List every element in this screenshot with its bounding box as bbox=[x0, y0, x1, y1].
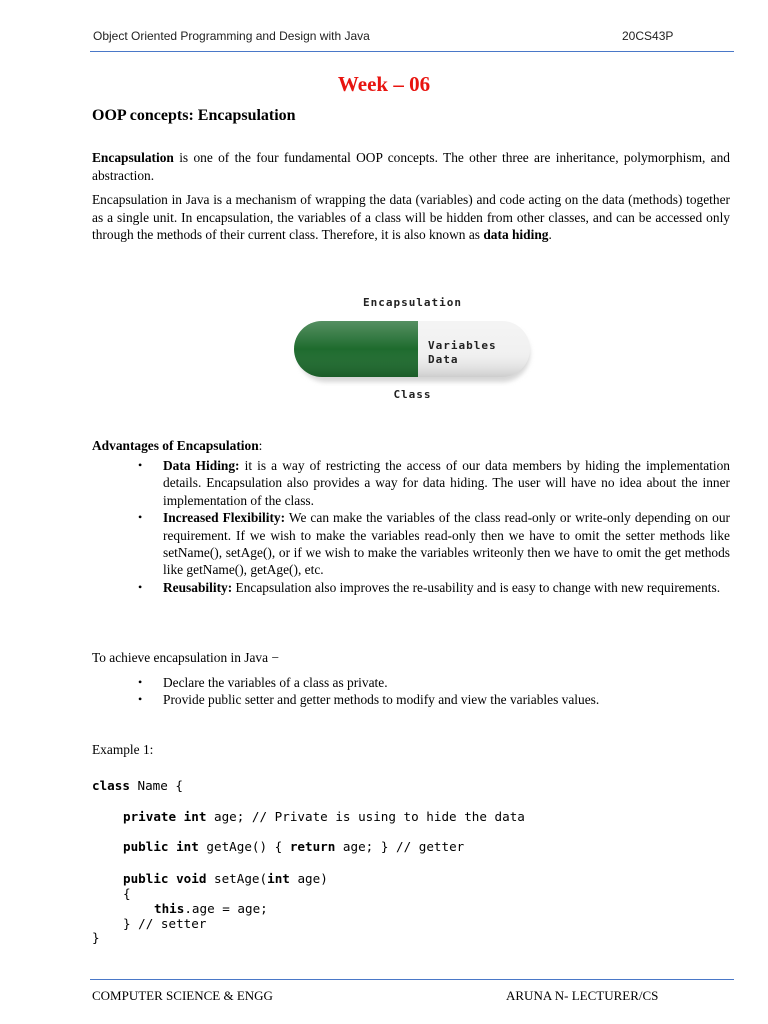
section-heading: OOP concepts: Encapsulation bbox=[92, 107, 296, 124]
code-line-7: } // setter bbox=[123, 916, 207, 931]
code-line-8: } bbox=[92, 930, 100, 945]
capsule-pill bbox=[290, 316, 535, 386]
advantage-text: We can make the variables of the class read-only or write-only depending on our requirement. If we wish to make the variables read-only then we have to omit the setter methods like setName(), setAge(), or if we wish to make the variables writeonly then we have to omit the get methods like getName(), getAge(), etc. bbox=[163, 510, 730, 578]
list-item bbox=[92, 674, 730, 691]
code-space bbox=[169, 871, 177, 886]
code-text: age; // Private is using to hide the data bbox=[206, 809, 525, 824]
code-line-6 bbox=[154, 901, 268, 916]
advantage-term: Data Hiding: bbox=[163, 458, 240, 473]
encapsulation-figure bbox=[290, 292, 535, 404]
intro-paragraph-2 bbox=[92, 191, 730, 244]
achieve-text: Provide public setter and getter methods to modify and view the variables values. bbox=[163, 692, 600, 708]
week-title: Week – 06 bbox=[337, 72, 431, 96]
list-item bbox=[92, 691, 730, 708]
advantages-heading bbox=[92, 437, 730, 455]
achieve-list bbox=[92, 674, 730, 709]
code-keyword: int bbox=[267, 871, 290, 886]
code-keyword: void bbox=[176, 871, 207, 886]
code-text: getAge() { bbox=[198, 839, 290, 854]
intro-term: Encapsulation bbox=[92, 150, 174, 165]
footer-rule bbox=[90, 979, 734, 980]
code-text: Name { bbox=[129, 778, 183, 793]
figure-label-data: Data bbox=[428, 353, 459, 366]
code-keyword: public bbox=[123, 871, 169, 886]
code-line-3 bbox=[123, 839, 464, 854]
code-keyword: int bbox=[183, 809, 207, 824]
code-line-2 bbox=[123, 809, 525, 824]
footer-author: ARUNA N- LECTURER/CS bbox=[506, 988, 659, 1003]
figure-label-encapsulation: Encapsulation bbox=[362, 296, 463, 309]
header-course-code: 20CS43P bbox=[622, 29, 674, 43]
code-keyword: int bbox=[176, 839, 199, 854]
code-keyword: class bbox=[92, 778, 130, 793]
intro-paragraph-1 bbox=[92, 149, 730, 184]
intro-p2-end: . bbox=[548, 227, 552, 242]
achieve-text: Declare the variables of a class as private. bbox=[163, 675, 388, 690]
list-item bbox=[92, 509, 730, 579]
list-item bbox=[92, 579, 730, 596]
figure-label-class: Class bbox=[393, 388, 432, 401]
advantage-term: Reusability: bbox=[163, 579, 233, 595]
code-space bbox=[176, 809, 184, 824]
data-hiding-term: data hiding bbox=[483, 227, 549, 242]
list-item bbox=[92, 457, 730, 509]
code-keyword: this bbox=[154, 901, 185, 916]
code-text: setAge( bbox=[206, 871, 268, 886]
intro-p2-text: Encapsulation in Java is a mechanism of wrapping the data (variables) and code acting on the data (methods) together as a single unit. In encapsulation, the variables of a class will be hidden from other classes, and can be accessed only through the methods of their current class. Therefore, it is also known as bbox=[92, 192, 730, 242]
header-rule bbox=[90, 51, 734, 52]
code-line-4 bbox=[123, 871, 328, 886]
advantage-term: Increased Flexibility: bbox=[163, 510, 286, 526]
footer-department: COMPUTER SCIENCE & ENGG bbox=[92, 988, 273, 1003]
code-keyword: private bbox=[123, 809, 177, 824]
achieve-intro: To achieve encapsulation in Java − bbox=[92, 650, 279, 665]
intro-p1-text: is one of the four fundamental OOP concepts. The other three are inheritance, polymorphism, and abstraction. bbox=[92, 150, 730, 183]
header-course-title: Object Oriented Programming and Design with Java bbox=[93, 29, 370, 43]
code-line-1 bbox=[92, 778, 183, 793]
code-text: age; } // getter bbox=[335, 839, 465, 854]
figure-label-variables: Variables bbox=[428, 339, 497, 352]
advantages-heading-text: Advantages of Encapsulation bbox=[92, 438, 259, 453]
advantage-text: it is a way of restricting the access of our data members by hiding the implementation details. Encapsulation also provides a way for data hiding. The user will have no idea about the inner implementation of the class. bbox=[163, 458, 731, 508]
code-line-5: { bbox=[123, 886, 131, 901]
code-text: age) bbox=[289, 871, 328, 886]
example-label: Example 1: bbox=[92, 742, 154, 757]
advantage-text: Encapsulation also improves the re-usability and is easy to change with new requirements. bbox=[232, 579, 721, 595]
code-text: .age = age; bbox=[184, 901, 268, 916]
code-space bbox=[169, 839, 177, 854]
advantages-heading-colon: : bbox=[258, 438, 263, 453]
code-keyword: public bbox=[123, 839, 169, 854]
advantages-list bbox=[92, 457, 730, 596]
code-keyword: return bbox=[289, 839, 336, 854]
